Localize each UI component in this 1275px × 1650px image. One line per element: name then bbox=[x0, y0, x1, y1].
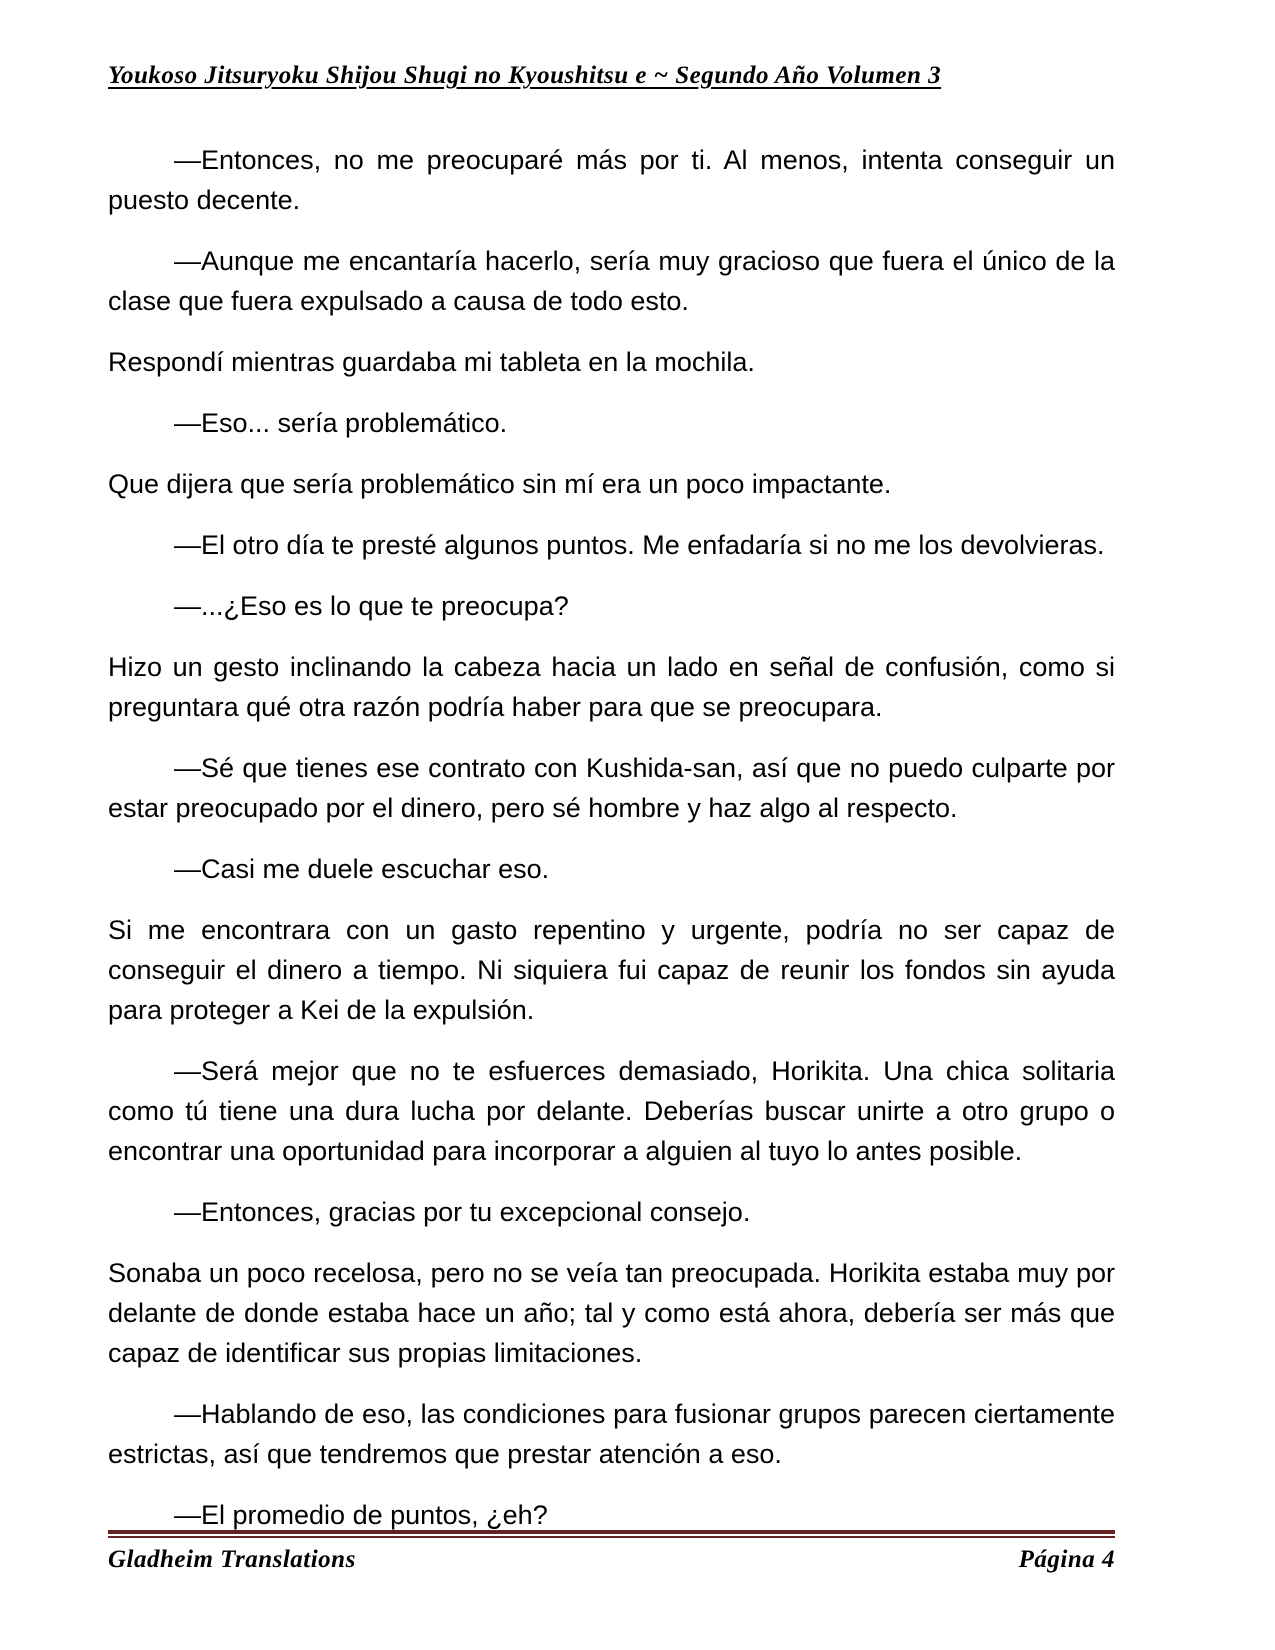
paragraph: —Hablando de eso, las condiciones para fusionar grupos parecen ciertamente estrictas, así que tendremos que prestar atención a eso. bbox=[108, 1399, 1115, 1469]
footer-rule-thick bbox=[108, 1530, 1115, 1534]
paragraph: —Aunque me encantaría hacerlo, sería muy gracioso que fuera el único de la clase que fuera expulsado a causa de todo esto. bbox=[108, 246, 1115, 316]
paragraph: Si me encontrara con un gasto repentino y urgente, podría no ser capaz de conseguir el dinero a tiempo. Ni siquiera fui capaz de reunir los fondos sin ayuda para proteger a Kei de la expulsión. bbox=[108, 915, 1115, 1025]
paragraph: —Entonces, no me preocuparé más por ti. Al menos, intenta conseguir un puesto decente. bbox=[108, 145, 1115, 215]
paragraph: —...¿Eso es lo que te preocupa? bbox=[174, 591, 569, 621]
paragraph: Respondí mientras guardaba mi tableta en la mochila. bbox=[108, 347, 755, 377]
page-header-title: Youkoso Jitsuryoku Shijou Shugi no Kyoushitsu e ~ Segundo Año Volumen 3 bbox=[108, 62, 942, 89]
document-footer bbox=[108, 1530, 1115, 1574]
paragraph: —Sé que tienes ese contrato con Kushida-san, así que no puedo culparte por estar preocupado por el dinero, pero sé hombre y haz algo al respecto. bbox=[108, 753, 1115, 823]
paragraph: Sonaba un poco recelosa, pero no se veía tan preocupada. Horikita estaba muy por delante de donde estaba hace un año; tal y como está ahora, debería ser más que capaz de identificar sus propias limitaciones. bbox=[108, 1258, 1115, 1368]
footer-rule-thin bbox=[108, 1536, 1115, 1538]
paragraph: —Será mejor que no te esfuerces demasiado, Horikita. Una chica solitaria como tú tiene una dura lucha por delante. Deberías buscar unirte a otro grupo o encontrar una oportunidad para incorporar a alguien al tuyo lo antes posible. bbox=[108, 1056, 1115, 1166]
footer-page-number: Página 4 bbox=[1018, 1546, 1115, 1573]
paragraph: Que dijera que sería problemático sin mí era un poco impactante. bbox=[108, 469, 892, 499]
paragraph: Hizo un gesto inclinando la cabeza hacia un lado en señal de confusión, como si preguntara qué otra razón podría haber para que se preocupara. bbox=[108, 652, 1115, 722]
document-header bbox=[108, 62, 1115, 90]
footer-translator-name: Gladheim Translations bbox=[108, 1546, 356, 1573]
footer-row bbox=[108, 1546, 1115, 1574]
document-body bbox=[108, 140, 1115, 1556]
paragraph: —Casi me duele escuchar eso. bbox=[174, 854, 550, 884]
paragraph: —El promedio de puntos, ¿eh? bbox=[174, 1500, 548, 1530]
paragraph: —El otro día te presté algunos puntos. Me enfadaría si no me los devolvieras. bbox=[174, 530, 1105, 560]
paragraph: —Entonces, gracias por tu excepcional consejo. bbox=[174, 1197, 751, 1227]
footer-rule bbox=[108, 1530, 1115, 1538]
paragraph: —Eso... sería problemático. bbox=[174, 408, 508, 438]
